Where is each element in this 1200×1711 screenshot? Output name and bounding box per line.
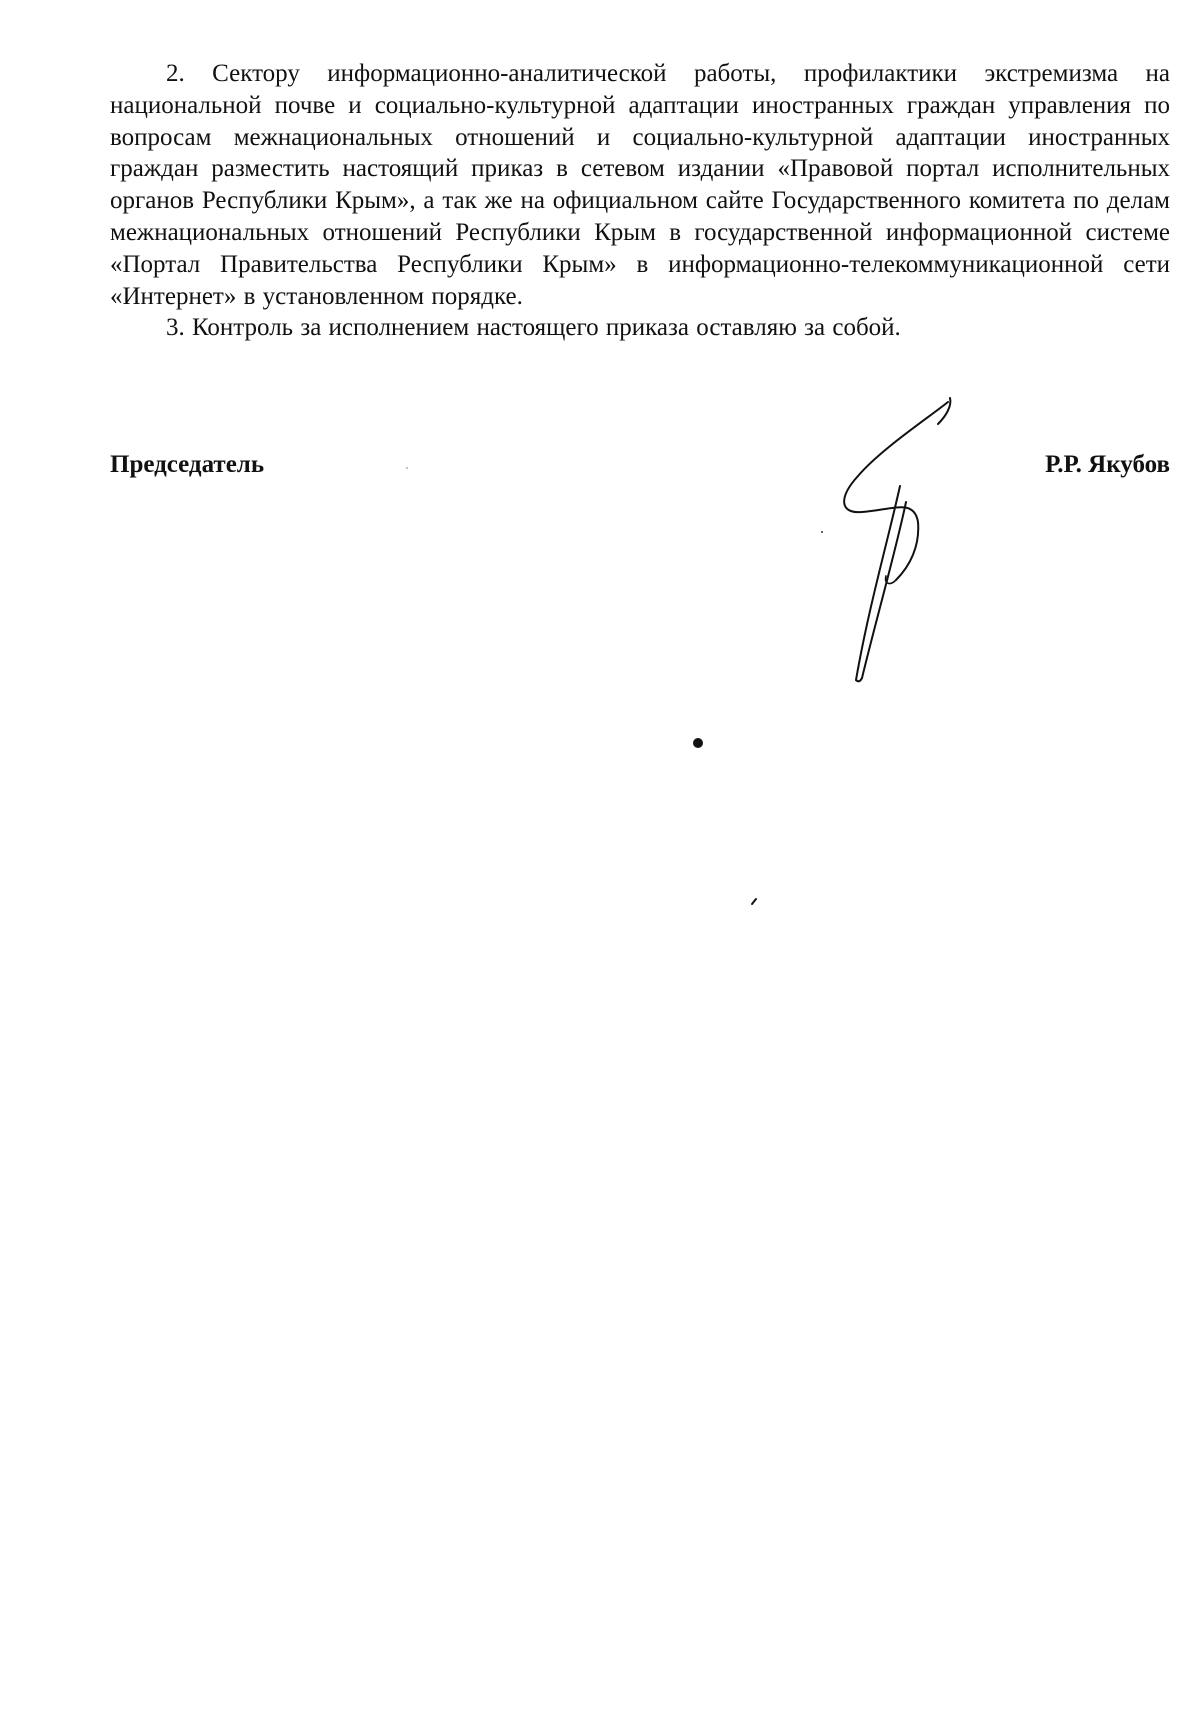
document-body	[110, 58, 1170, 344]
paragraph-item-2: 2. Сектору информационно-аналитической работы, профилактики экстремизма на национальной почве и социально-культурной адаптации иностранных граждан управления по вопросам межнациональных отношений и социально-культурной адаптации иностранных граждан разместить настоящий приказ в сетевом издании «Правовой портал исполнительных органов Республики Крым», а так же на официальном сайте Государственного комитета по делам межнациональных отношений Республики Крым в государственной информационной системе «Портал Правительства Республики Крым» в информационно-телекоммуникационной сети «Интернет» в установленном порядке.	[110, 60, 1170, 310]
signature-block	[110, 451, 1170, 491]
signer-name: Р.Р. Якубов	[1045, 451, 1170, 478]
handwritten-signature	[810, 390, 960, 690]
paragraph-item-3: 3. Контроль за исполнением настоящего приказа оставляю за собой.	[166, 314, 901, 342]
signer-title: Председатель	[110, 451, 265, 478]
